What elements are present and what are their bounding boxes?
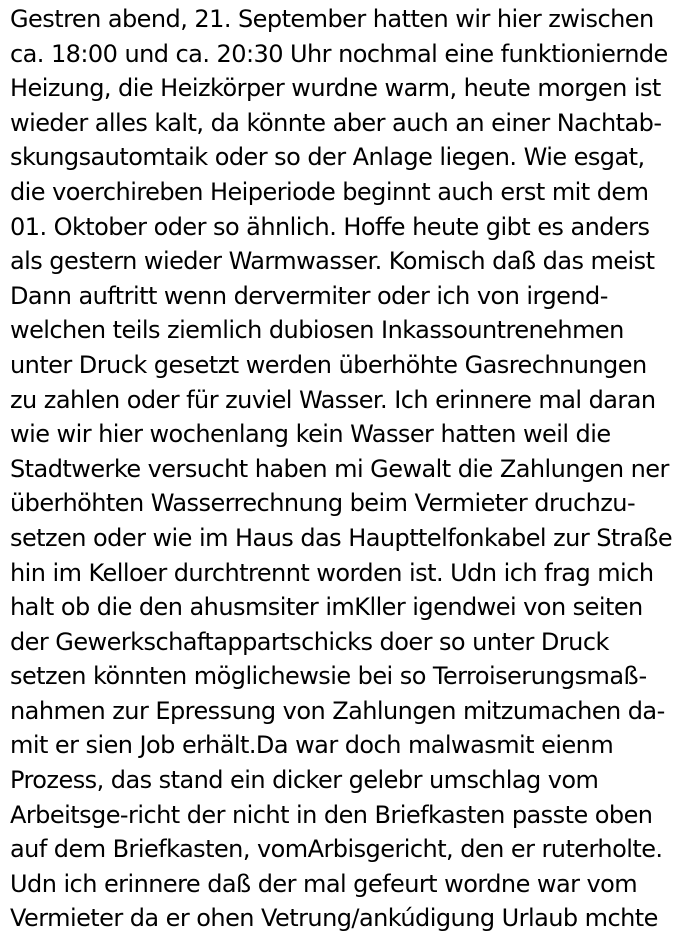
text-line: unter Druck gesetzt werden überhöhte Gasrechnungen [10,350,647,379]
text-line: Udn ich erinnere daß der mal gefeurt wordne war vom [10,869,638,898]
text-line: nahmen zur Epressung von Zahlungen mitzumachen da- [10,696,665,725]
text-line: welchen teils ziemlich dubiosen Inkassountrenehmen [10,316,624,345]
text-line: mit er sien Job erhält.Da war doch malwasmit eienm [10,731,614,760]
text-line: halt ob die den ahusmsiter imKller igendwei von seiten [10,593,643,622]
text-line: der Gewerkschaftappartschicks doer so unter Druck [10,627,609,656]
text-line: hin im Kelloer durchtrennt worden ist. Udn ich frag mich [10,558,654,587]
text-line: 01. Oktober oder so ähnlich. Hoffe heute gibt es anders [10,212,650,241]
text-line: skungsautomtaik oder so der Anlage liegen. Wie esgat, [10,143,645,172]
text-line: Arbeitsge-richt der nicht in den Briefkasten passte oben [10,800,653,829]
text-line: Gestren abend, 21. September hatten wir hier zwischen [10,5,654,33]
text-line: Stadtwerke versucht haben mi Gewalt die Zahlungen ner [10,454,669,483]
text-line: auf dem Briefkasten, vomArbisgericht, den er ruterholte. [10,835,663,864]
text-line: setzen oder wie im Haus das Haupttelfonkabel zur Straße [10,523,673,552]
text-line: setzen könnten möglichewsie bei so Terroiserungsmaß- [10,662,647,691]
text-line: überhöhten Wasserrechnung beim Vermieter druchzu- [10,489,636,518]
text-line: Vermieter da er ohen Vetrung/ankúdigung Urlaub mchte [10,904,658,933]
text-line: ca. 18:00 und ca. 20:30 Uhr nochmal eine funktioniernde [10,39,668,68]
text-line: wie wir hier wochenlang kein Wasser hatten weil die [10,420,611,449]
text-line: die voerchireben Heiperiode beginnt auch erst mit dem [10,177,649,206]
text-line: zu zahlen oder für zuviel Wasser. Ich erinnere mal daran [10,385,656,414]
text-line: Prozess, das stand ein dicker gelebr umschlag vom [10,766,599,795]
text-line: als gestern wieder Warmwasser. Komisch daß das meist [10,247,655,276]
text-line: Heizung, die Heizkörper wurdne warm, heute morgen ist [10,74,661,103]
text-line: wieder alles kalt, da könnte aber auch an einer Nachtab- [10,108,662,137]
document-body [10,2,682,936]
text-line: Dann auftritt wenn dervermiter oder ich von irgend- [10,281,608,310]
